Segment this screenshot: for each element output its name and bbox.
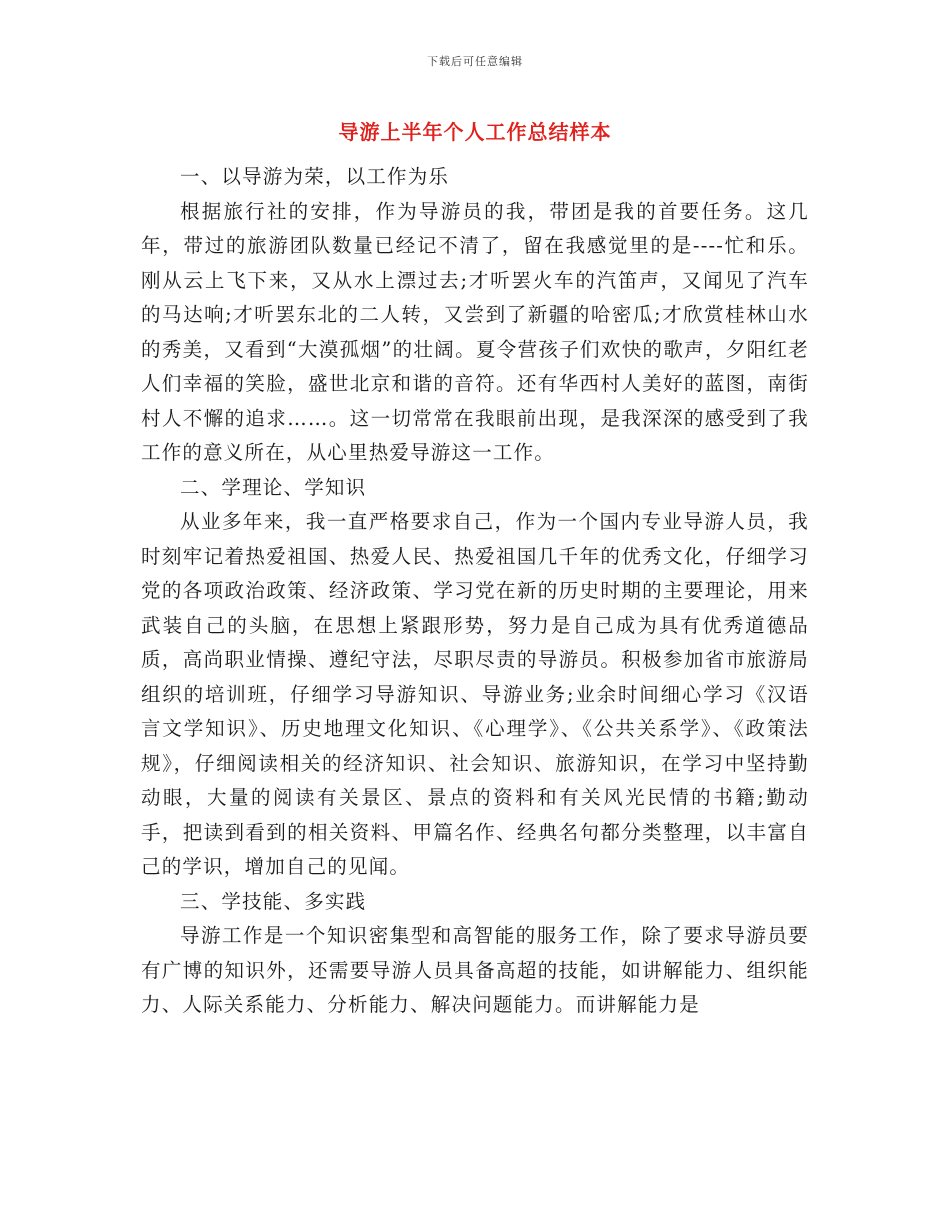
paragraph: 根据旅行社的安排，作为导游员的我，带团是我的首要任务。这几年，带过的旅游团队数量已经记不清了，留在我感觉里的是----忙和乐。刚从云上飞下来，又从水上漂过去;才听罢火车的汽笛声，又闻见了汽车的马达响;才听罢东北的二人转，又尝到了新疆的哈密瓜;才欣赏桂林山水的秀美，又看到“大漠孤烟”的壮阔。夏令营孩子们欢快的歌声，夕阳红老人们幸福的笑脸，盛世北京和谐的音符。还有华西村人美好的蓝图，南街村人不懈的追求……。这一切常常在我眼前出现，是我深深的感受到了我工作的意义所在，从心里热爱导游这一工作。 xyxy=(141,199,809,464)
section-heading-1: 一、以导游为荣，以工作为乐 xyxy=(180,165,450,188)
paragraph: 从业多年来，我一直严格要求自己，作为一个国内专业导游人员，我时刻牢记着热爱祖国、热爱人民、热爱祖国几千年的优秀文化，仔细学习党的各项政治政策、经济政策、学习党在新的历史时期的主要理论，用来武装自己的头脑，在思想上紧跟形势，努力是自己成为具有优秀道德品质，高尚职业情操、遵纪守法，尽职尽责的导游员。积极参加省市旅游局组织的培训班，仔细学习导游知识、导游业务;业余时间细心学习《汉语言文学知识》、历史地理文化知识、《心理学》、《公共关系学》、《政策法规》，仔细阅读相关的经济知识、社会知识、旅游知识，在学习中坚持勤动眼，大量的阅读有关景区、景点的资料和有关风光民情的书籍;勤动手，把读到看到的相关资料、甲篇名作、经典名句都分类整理，以丰富自己的学识，增加自己的见闻。 xyxy=(141,510,809,878)
document-body xyxy=(141,160,809,1023)
section-heading-2: 二、学理论、学知识 xyxy=(180,475,367,499)
document-title: 导游上半年个人工作总结样本 xyxy=(338,120,612,144)
paragraph: 导游工作是一个知识密集型和高智能的服务工作，除了要求导游员要有广博的知识外，还需要导游人员具备高超的技能，如讲解能力、组织能力、人际关系能力、分析能力、解决问题能力。而讲解能力是 xyxy=(141,924,809,1016)
section-heading-3: 三、学技能、多实践 xyxy=(180,889,367,913)
header-note: 下载后可任意编辑 xyxy=(427,55,523,68)
